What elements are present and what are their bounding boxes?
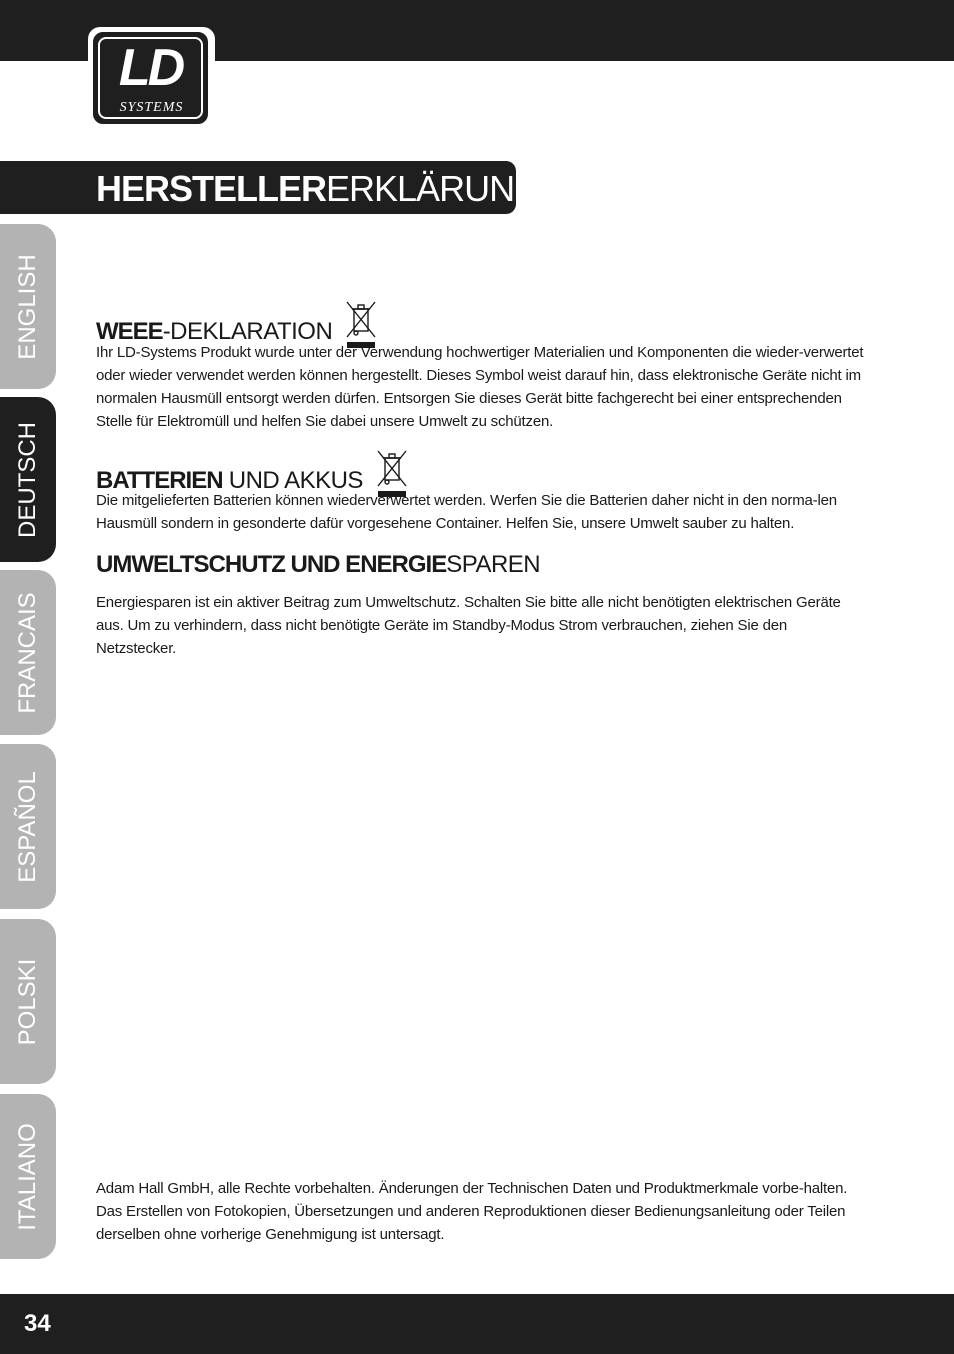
umwelt-text: Energiesparen ist ein aktiver Beitrag zum Umweltschutz. Schalten Sie bitte alle nicht benötigten elektrischen Geräte aus. Um zu verhindern, dass nicht benötigte Geräte im Standby-Modus Strom verbrauchen, ziehen Sie den Netzstecker. <box>96 594 841 657</box>
weee-text: Ihr LD-Systems Produkt wurde unter der Verwendung hochwertiger Materialien und Komponenten die wieder-verwertet oder wieder verwendet werden können hergestellt. Dieses Symbol weist darauf hin, dass elektronische Geräte nicht im normalen Hausmüll entsorgt werden dürfen. Entsorgen Sie dieses Gerät bitte fachgerecht bei einer entsprechenden Stelle für Elektromüll und helfen Sie dabei unsere Umwelt zu schützen. <box>96 344 864 430</box>
logo-subtext: SYSTEMS <box>119 100 184 115</box>
page-number: 34 <box>24 1310 51 1337</box>
batterien-text: Die mitgelieferten Batterien können wiederverwertet werden. Werfen Sie die Batterien daher nicht in den norma-len Hausmüll sondern in gesonderte dafür vorgesehene Container. Helfen Sie, unsere Umwelt sauber zu halten. <box>96 492 837 532</box>
tab-espanol[interactable]: ESPAÑOL <box>0 744 56 909</box>
bottom-bar <box>0 1294 954 1354</box>
weee-heading: WEEE-DEKLARATION <box>96 299 378 349</box>
tab-deutsch[interactable]: DEUTSCH <box>0 397 56 562</box>
umwelt-heading: UMWELTSCHUTZ UND ENERGIESPAREN <box>96 551 541 578</box>
logo-text: LD <box>118 39 183 97</box>
copyright-note: Adam Hall GmbH, alle Rechte vorbehalten. Änderungen der Technischen Daten und Produktmerkmale vorbe-halten. Das Erstellen von Fotokopien, Übersetzungen und anderen Reproduktionen dieser Bedienungsanleitung oder Teilen derselben ohne vorherige Genehmigung ist untersagt. <box>96 1180 848 1243</box>
tab-english[interactable]: ENGLISH <box>0 224 56 389</box>
tab-polski[interactable]: POLSKI <box>0 919 56 1084</box>
tab-francais[interactable]: FRANCAIS <box>0 570 56 735</box>
page-title: HERSTELLERERKLÄRUNGEN: <box>96 168 599 209</box>
batterien-heading: BATTERIEN UND AKKUS <box>96 448 409 498</box>
ld-systems-logo <box>88 27 215 128</box>
tab-italiano[interactable]: ITALIANO <box>0 1094 56 1259</box>
